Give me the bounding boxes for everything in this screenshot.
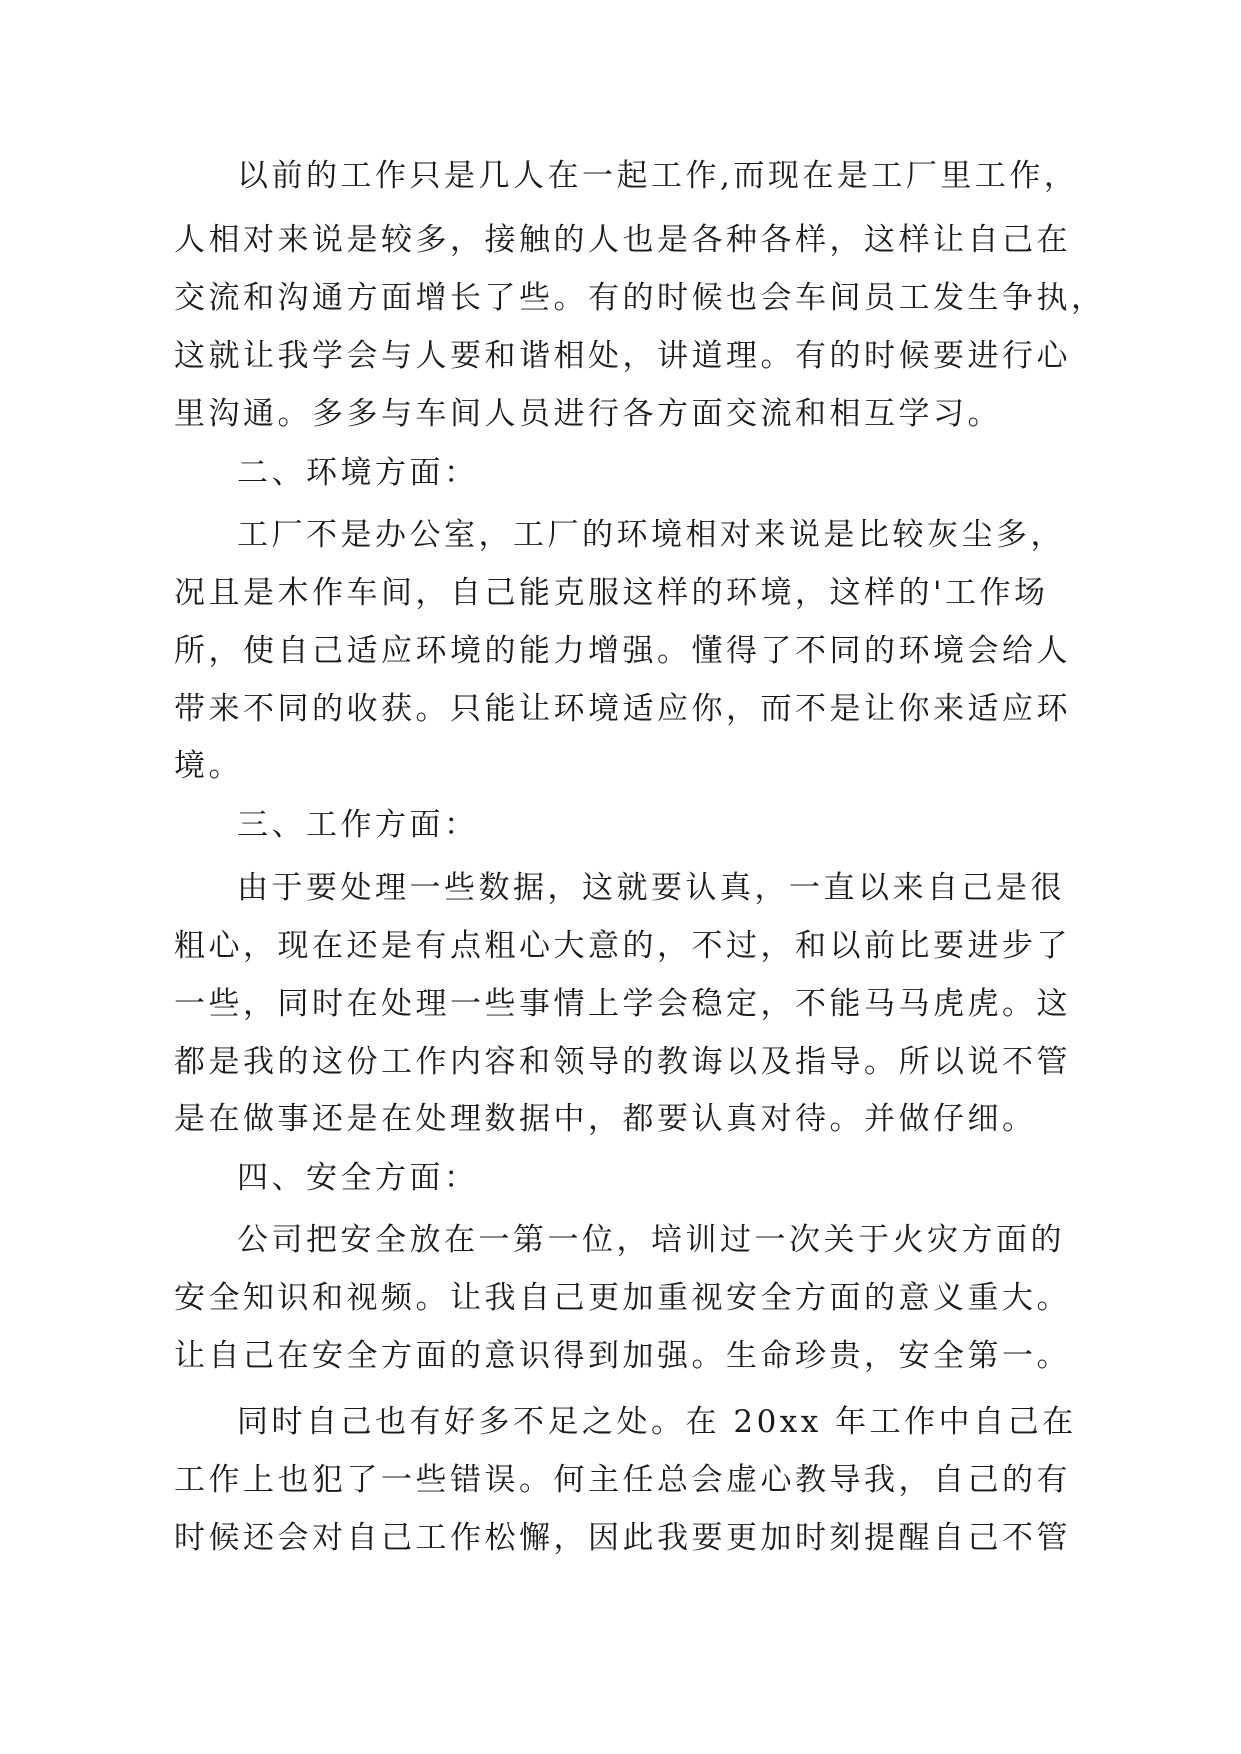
paragraph-line: 工厂不是办公室，工厂的环境相对来说是比较灰尘多， (237, 517, 1065, 553)
paragraph-line: 由于要处理一些数据，这就要认真，一直以来自己是很 (237, 870, 1065, 906)
paragraph-line: 同时自己也有好多不足之处。在 20xx 年工作中自己在 (237, 1404, 1077, 1440)
paragraph-line: 以前的工作只是几人在一起工作,而现在是工厂里工作， (237, 158, 1079, 194)
paragraph-line: 工作上也犯了一些错误。何主任总会虚心教导我，自己的有 (174, 1462, 1071, 1498)
paragraph-line: 人相对来说是较多，接触的人也是各种各样，这样让自己在 (174, 222, 1071, 258)
paragraph-line: 境。 (174, 748, 243, 784)
paragraph-line: 公司把安全放在一第一位，培训过一次关于火灾方面的 (237, 1222, 1065, 1258)
section-heading: 二、环境方面： (237, 455, 479, 491)
paragraph-line: 安全知识和视频。让我自己更加重视安全方面的意义重大。 (174, 1280, 1071, 1316)
paragraph-line: 里沟通。多多与车间人员进行各方面交流和相互学习。 (174, 396, 1002, 432)
paragraph-line: 时候还会对自己工作松懈，因此我要更加时刻提醒自己不管 (174, 1520, 1071, 1556)
paragraph-line: 况且是木作车间，自己能克服这样的环境，这样的'工作场 (174, 575, 1049, 611)
paragraph-line: 带来不同的收获。只能让环境适应你，而不是让你来适应环 (174, 691, 1071, 727)
paragraph-line: 所，使自己适应环境的能力增强。懂得了不同的环境会给人 (174, 633, 1071, 669)
paragraph-line: 交流和沟通方面增长了些。有的时候也会车间员工发生争执， (174, 280, 1106, 316)
section-heading: 四、安全方面： (237, 1160, 479, 1196)
paragraph-line: 是在做事还是在处理数据中，都要认真对待。并做仔细。 (174, 1101, 1037, 1137)
section-heading: 三、工作方面： (237, 807, 479, 843)
paragraph-line: 一些，同时在处理一些事情上学会稳定，不能马马虎虎。这 (174, 986, 1071, 1022)
paragraph-line: 粗心，现在还是有点粗心大意的，不过，和以前比要进步了 (174, 928, 1071, 964)
paragraph-line: 让自己在安全方面的意识得到加强。生命珍贵，安全第一。 (174, 1338, 1071, 1374)
paragraph-line: 都是我的这份工作内容和领导的教诲以及指导。所以说不管 (174, 1044, 1071, 1080)
paragraph-line: 这就让我学会与人要和谐相处，讲道理。有的时候要进行心 (174, 338, 1071, 374)
